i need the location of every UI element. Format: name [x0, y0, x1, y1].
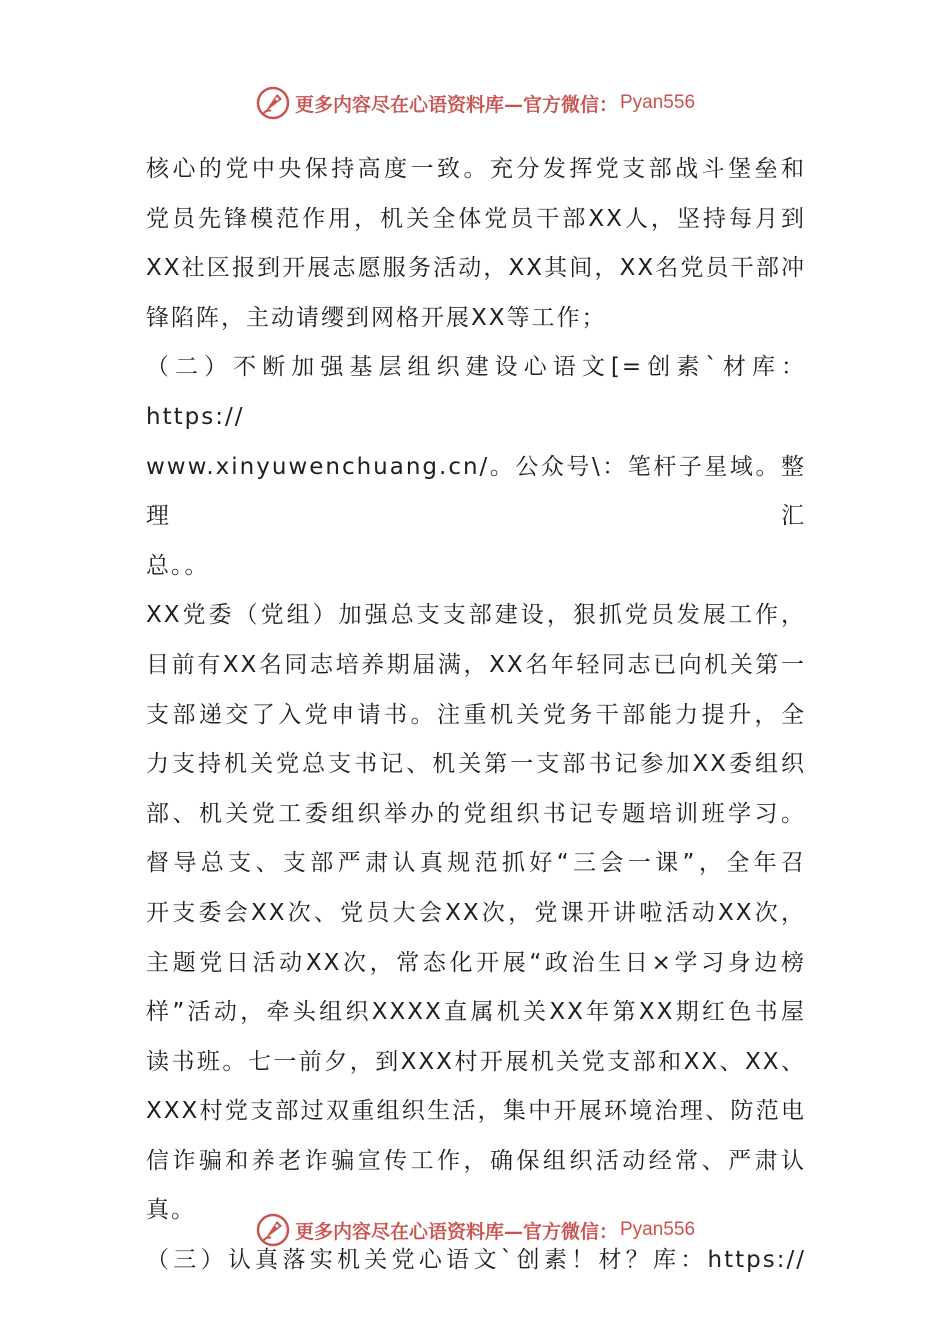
paragraph-line: 锋陷阵，主动请缨到网格开展XX等工作；: [146, 304, 607, 331]
watermark-wechat-id: Pyan556: [620, 92, 696, 113]
header-watermark: [0, 84, 950, 122]
paragraph-line: 力支持机关党总支书记、机关第一支部书记参加XX委组织: [146, 751, 806, 778]
watermark-wechat-id: Pyan556: [620, 1219, 696, 1240]
paragraph-line: 核心的党中央保持高度一致。充分发挥党支部战斗堡垒和: [146, 156, 806, 182]
pen-nib-icon: [255, 85, 291, 121]
paragraph-line: 信诈骗和养老诈骗宣传工作，确保组织活动经常、严肃认: [146, 1147, 806, 1174]
document-body: [146, 145, 806, 1286]
paragraph-line: XXX村党支部过双重组织生活，集中开展环境治理、防范电: [146, 1098, 806, 1125]
paragraph-line: 目前有XX名同志培养期届满，XX名年轻同志已向机关第一: [146, 651, 806, 678]
watermark-text: 更多内容尽在心语资料库—官方微信：: [294, 93, 618, 116]
paragraph-line: XX党委（党组）加强总支支部建设，狠抓党员发展工作，: [146, 602, 806, 629]
paragraph-line: XX社区报到开展志愿服务活动，XX其间，XX名党员干部冲: [146, 255, 806, 282]
paragraph-line: 支部递交了入党申请书。注重机关党务干部能力提升，全: [146, 701, 806, 728]
paragraph-line: 读书班。七一前夕，到XXX村开展机关党支部和XX、XX、: [146, 1048, 806, 1075]
section-heading: （二）不断加强基层组织建设心语文[=创素`材库：https://: [146, 354, 806, 430]
paragraph-line: 真。: [146, 1197, 196, 1224]
paragraph-line: 总。。: [146, 552, 210, 579]
paragraph-line: www.xinyuwenchuang.cn/。公众号\：笔杆子星域。整理汇: [146, 453, 806, 530]
watermark-text: 更多内容尽在心语资料库—官方微信：: [294, 1220, 618, 1243]
paragraph-line: 党员先锋模范作用，机关全体党员干部XX人，坚持每月到: [146, 205, 806, 232]
section-heading: （三）认真落实机关党心语文`创素！材？库：https://: [146, 1247, 806, 1274]
footer-watermark: [0, 1211, 950, 1249]
paragraph-line: 督导总支、支部严肃认真规范抓好“三会一课”，全年召: [146, 850, 806, 877]
paragraph-line: 主题党日活动XX次，常态化开展“政治生日×学习身边榜: [146, 949, 806, 976]
paragraph-line: 样”活动，牵头组织XXXX直属机关XX年第XX期红色书屋: [146, 999, 806, 1026]
paragraph-line: 部、机关党工委组织举办的党组织书记专题培训班学习。: [146, 800, 806, 827]
paragraph-line: 开支委会XX次、党员大会XX次，党课开讲啦活动XX次，: [146, 899, 806, 926]
pen-nib-icon: [255, 1212, 291, 1248]
